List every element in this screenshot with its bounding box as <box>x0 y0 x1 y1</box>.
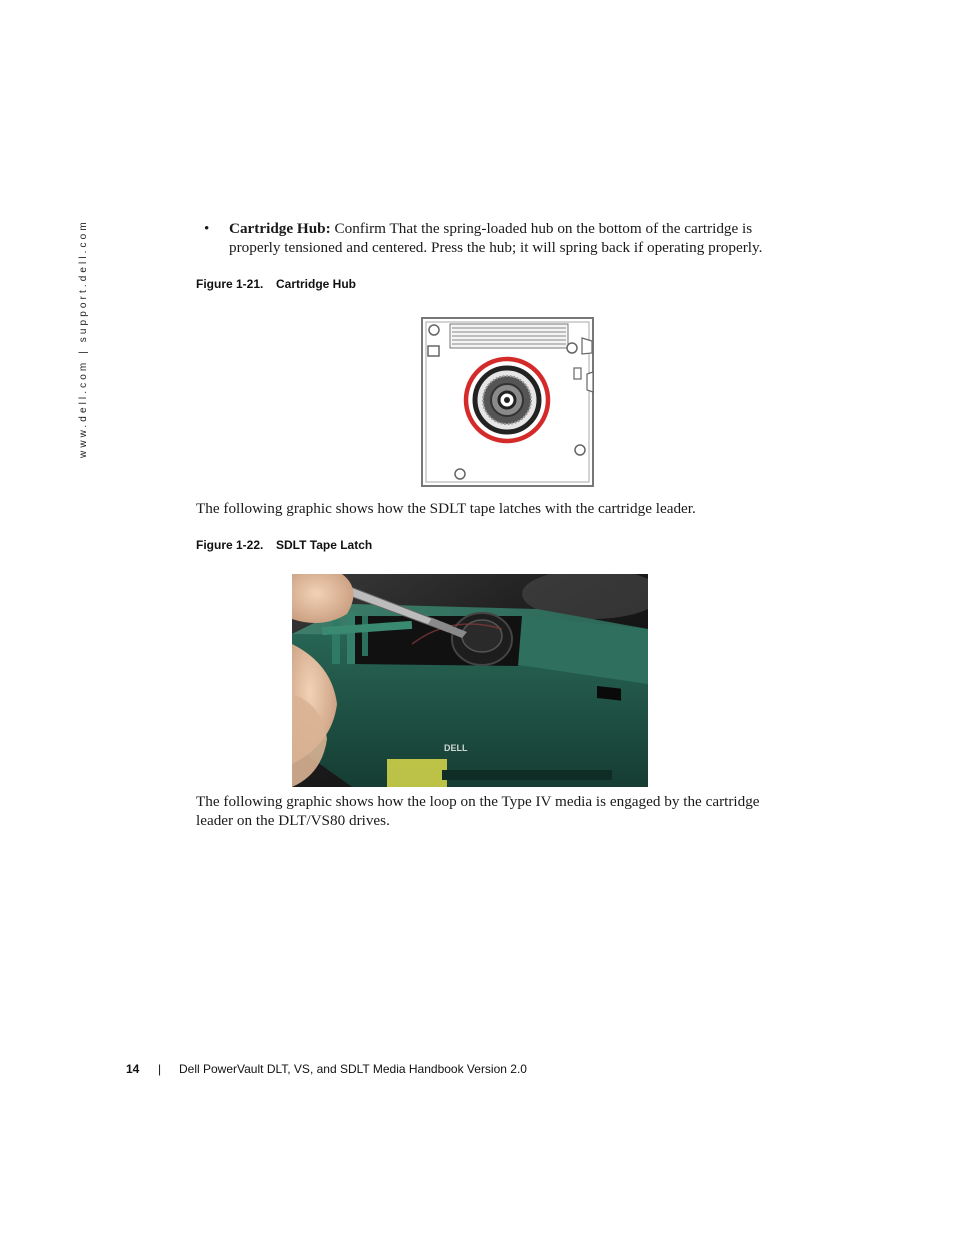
footer-separator: | <box>158 1062 162 1076</box>
footer-title: Dell PowerVault DLT, VS, and SDLT Media Handbook Version 2.0 <box>179 1062 527 1076</box>
bullet-body: Confirm That the spring-loaded hub on the bottom of the cartridge is properly tensioned and centered. Press the hub; it will spring back if operating properly. <box>229 220 763 256</box>
cartridge-hub-figure <box>420 316 595 488</box>
paragraph-tape-latch: The following graphic shows how the SDLT tape latches with the cartridge leader. <box>196 500 696 517</box>
sidebar-url: www.dell.com | support.dell.com <box>78 219 89 458</box>
figure-1-title: Cartridge Hub <box>276 277 357 291</box>
bullet-term: Cartridge Hub: <box>229 220 331 237</box>
figure-2-number: Figure 1-22. <box>196 538 264 552</box>
figure-1-caption <box>196 277 356 291</box>
page-number: 14 <box>126 1062 140 1076</box>
cartridge-brand-label: DELL <box>444 743 468 753</box>
bullet-symbol: • <box>204 220 210 237</box>
figure-1-number: Figure 1-21. <box>196 277 264 291</box>
sdlt-tape-latch-photo <box>292 574 648 787</box>
paragraph-type-iv-loop: The following graphic shows how the loop on the Type IV media is engaged by the cartridge leader on the DLT/VS80 drives. <box>196 793 760 829</box>
figure-2-title: SDLT Tape Latch <box>276 538 373 552</box>
figure-2-caption <box>196 538 372 552</box>
bullet-text <box>229 219 794 257</box>
